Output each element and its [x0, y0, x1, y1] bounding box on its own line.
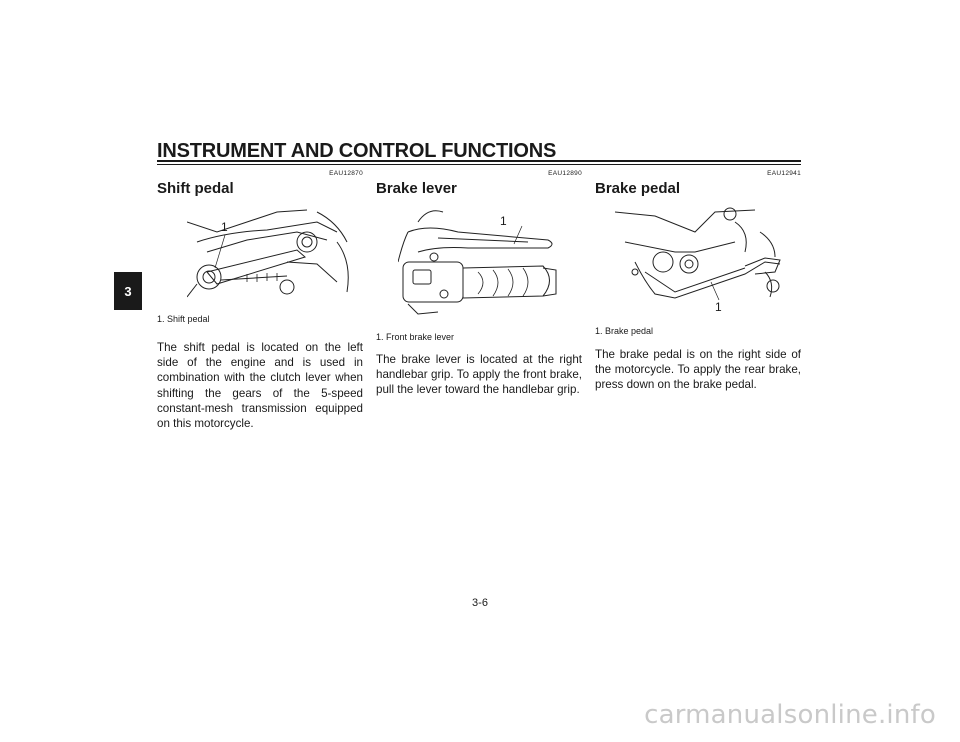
section-body: The brake lever is located at the right handlebar grip. To apply the front brake, pull the lever toward the handlebar grip.: [376, 353, 582, 397]
shift-pedal-illustration: [187, 202, 357, 302]
figure-caption: 1. Brake pedal: [595, 326, 654, 336]
section-heading: Shift pedal: [157, 180, 234, 197]
figure-caption: 1. Front brake lever: [376, 332, 455, 342]
section-heading: Brake lever: [376, 180, 457, 197]
brake-lever-figure: [376, 202, 582, 332]
section-code: EAU12890: [548, 170, 582, 177]
figure-caption: 1. Shift pedal: [157, 314, 210, 324]
figure-callout: 1: [221, 220, 228, 234]
watermark: carmanualsonline.info: [644, 700, 936, 730]
title-rule-thin: [157, 164, 801, 165]
page-title: INSTRUMENT AND CONTROL FUNCTIONS: [157, 140, 557, 162]
figure-callout: 1: [500, 214, 507, 228]
section-brake-lever: [376, 170, 582, 398]
title-rule: [157, 160, 801, 162]
section-code: EAU12870: [329, 170, 363, 177]
section-brake-pedal: [595, 170, 801, 393]
brake-pedal-figure: [595, 202, 801, 326]
section-heading: Brake pedal: [595, 180, 681, 197]
chapter-tab[interactable]: 3: [114, 272, 142, 310]
shift-pedal-figure: [157, 202, 363, 314]
section-shift-pedal: [157, 170, 363, 431]
page-number: 3-6: [472, 597, 488, 609]
figure-callout: 1: [715, 300, 722, 314]
brake-lever-illustration: [398, 202, 558, 317]
section-body: The brake pedal is on the right side of the motorcycle. To apply the rear brake, press down on the brake pedal.: [595, 348, 801, 392]
section-body: The shift pedal is located on the left side of the engine and is used in combination with the clutch lever when shifting the gears of the 5-speed constant-mesh transmission equipped on this motorcycle.: [157, 341, 363, 431]
brake-pedal-illustration: [615, 202, 785, 312]
section-code: EAU12941: [767, 170, 801, 177]
